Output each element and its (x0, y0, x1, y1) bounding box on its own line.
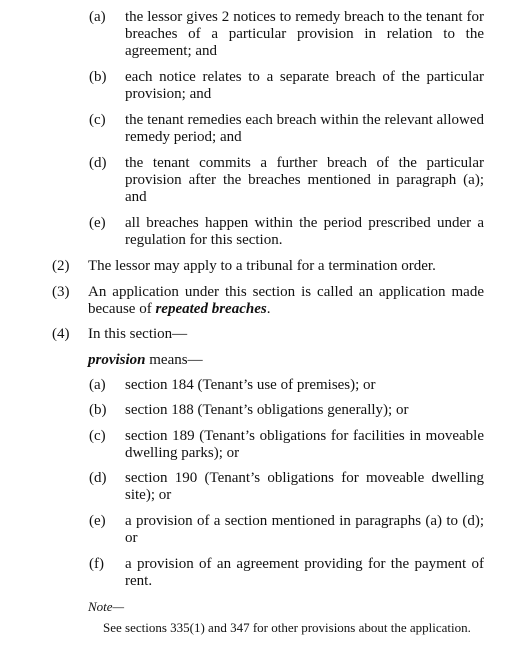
item-label: (c) (89, 112, 106, 128)
subsection-text-before: An application under this section is called an application made because of (88, 284, 484, 317)
subsection-label: (4) (52, 326, 70, 342)
subsection-text (88, 284, 484, 318)
note-text: See sections 335(1) and 347 for other provisions about the application. (103, 620, 471, 635)
item-label: (b) (89, 69, 107, 85)
definition-means: means— (145, 352, 203, 368)
item-text: the tenant commits a further breach of the particular provision after the breaches mentioned in paragraph (a); and (125, 155, 484, 205)
item-label: (e) (89, 215, 106, 231)
subsection-text: In this section— (88, 326, 188, 342)
note-heading: Note— (88, 599, 125, 614)
item-text: the lessor gives 2 notices to remedy breach to the tenant for breaches of a particular provision in relation to the agreement; and (125, 9, 484, 59)
subsection-label: (3) (52, 284, 70, 300)
subsection-text-after: . (266, 301, 271, 317)
item-text: a provision of an agreement providing for the payment of rent. (125, 556, 484, 589)
item-label: (f) (89, 556, 104, 572)
item-text: section 189 (Tenant’s obligations for facilities in moveable dwelling parks); or (125, 428, 484, 461)
definition (88, 352, 203, 369)
item-text: section 188 (Tenant’s obligations generally); or (125, 402, 409, 418)
item-label: (c) (89, 428, 106, 444)
item-label: (a) (89, 377, 106, 393)
item-label: (e) (89, 513, 106, 529)
definition-term: provision (88, 352, 146, 368)
defined-term: repeated breaches (155, 301, 267, 317)
subsection-label: (2) (52, 258, 70, 274)
item-text: a provision of a section mentioned in paragraphs (a) to (d); or (125, 513, 484, 546)
subsection-text: The lessor may apply to a tribunal for a termination order. (88, 258, 436, 274)
item-label: (b) (89, 402, 107, 418)
item-text: all breaches happen within the period prescribed under a regulation for this section. (125, 215, 484, 248)
item-label: (d) (89, 155, 107, 171)
item-label: (a) (89, 9, 106, 25)
item-text: section 184 (Tenant’s use of premises); or (125, 377, 376, 393)
item-label: (d) (89, 470, 107, 486)
item-text: each notice relates to a separate breach of the particular provision; and (125, 69, 484, 102)
item-text: the tenant remedies each breach within the relevant allowed remedy period; and (125, 112, 485, 145)
item-text: section 190 (Tenant’s obligations for moveable dwelling site); or (125, 470, 484, 503)
